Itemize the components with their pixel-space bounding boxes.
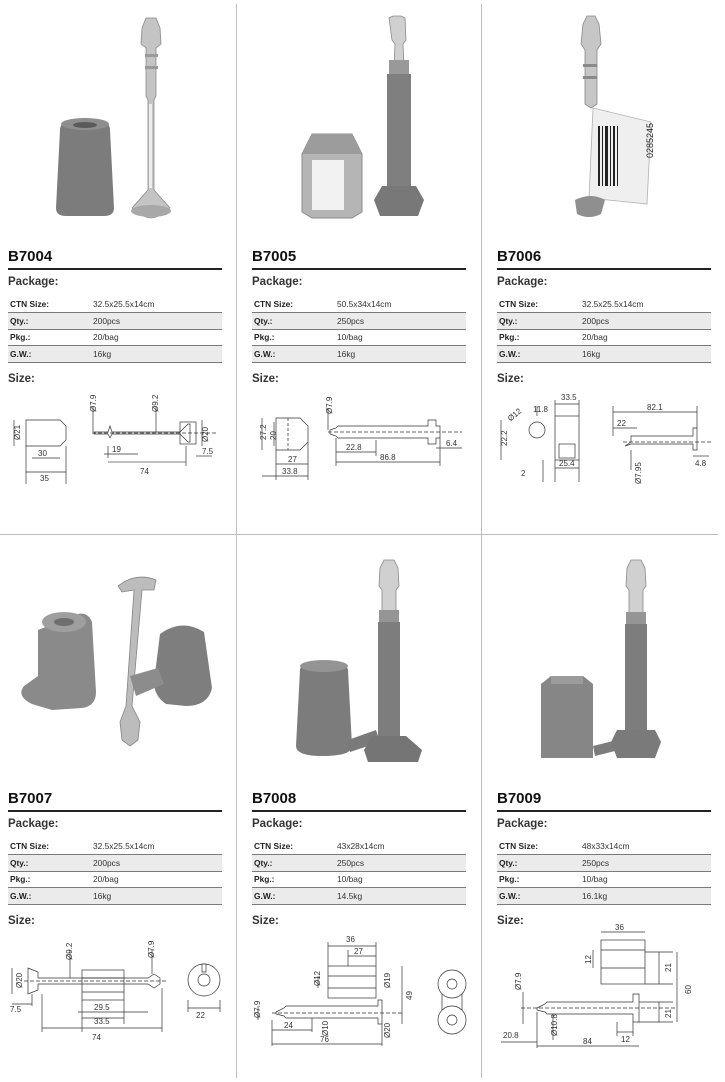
dim-label: Ø7.9 (325, 396, 334, 414)
dim-label: 22 (617, 419, 626, 428)
spec-label: CTN Size: (8, 838, 91, 855)
dim-label: Ø7.9 (89, 394, 98, 412)
spec-label: CTN Size: (8, 296, 91, 313)
spec-label: G.W.: (8, 888, 91, 905)
dim-label: Ø9.2 (151, 394, 160, 412)
spec-row (497, 329, 711, 346)
spec-label: CTN Size: (497, 296, 580, 313)
spec-row (497, 313, 711, 330)
model-title: B7007 (8, 790, 222, 812)
spec-label: Qty.: (8, 855, 91, 872)
product-card-b7006[interactable] (497, 4, 725, 524)
spec-value: 32.5x25.5x14cm (91, 296, 222, 313)
dim-label: 21 (664, 963, 673, 972)
spec-value: 32.5x25.5x14cm (91, 838, 222, 855)
spec-row (497, 855, 711, 872)
spec-label: G.W.: (8, 346, 91, 363)
dim-label: 6.4 (446, 439, 458, 448)
dim-label: 19 (112, 445, 121, 454)
spec-row (252, 313, 466, 330)
dim-label: 86.8 (380, 453, 396, 462)
spec-value: 16kg (335, 346, 466, 363)
package-heading: Package: (8, 818, 59, 830)
package-heading: Package: (497, 276, 548, 288)
dim-label: Ø20 (383, 1022, 392, 1038)
dim-label: Ø20 (15, 972, 24, 988)
dimension-drawing (252, 386, 480, 506)
model-title: B7004 (8, 248, 222, 270)
dim-label: 12 (584, 955, 593, 964)
column-divider (236, 4, 237, 1078)
dimension-drawing (497, 923, 725, 1048)
package-heading: Package: (252, 276, 303, 288)
dim-label: 22 (196, 1011, 205, 1020)
spec-label: Pkg.: (252, 329, 335, 346)
product-card-b7009[interactable] (497, 546, 725, 1066)
spec-value: 16.1kg (580, 888, 711, 905)
dim-label: Ø7.9 (147, 940, 156, 958)
row-divider (0, 534, 718, 535)
product-photo (252, 546, 480, 782)
dim-label: Ø19 (383, 972, 392, 988)
spec-value: 250pcs (580, 855, 711, 872)
dim-label: 27 (288, 455, 297, 464)
dim-label: 20.8 (503, 1031, 519, 1040)
spec-row (8, 329, 222, 346)
spec-label: Pkg.: (252, 871, 335, 888)
product-photo (497, 4, 725, 240)
size-heading: Size: (8, 373, 35, 385)
spec-row (497, 888, 711, 905)
spec-label: Qty.: (497, 855, 580, 872)
spec-label: CTN Size: (252, 296, 335, 313)
model-title: B7006 (497, 248, 711, 270)
dim-label: 22.2 (500, 430, 509, 446)
spec-value: 16kg (91, 346, 222, 363)
dim-label: 27 (354, 947, 363, 956)
dim-label: 4.8 (695, 459, 707, 468)
spec-row (252, 855, 466, 872)
dim-label: Ø7.95 (634, 462, 643, 484)
size-heading: Size: (8, 915, 35, 927)
dim-label: 33.5 (94, 1017, 110, 1026)
dim-label: 22.8 (346, 443, 362, 452)
spec-value: 16kg (580, 346, 711, 363)
dim-label: 24 (284, 1021, 293, 1030)
spec-row (497, 838, 711, 855)
package-heading: Package: (8, 276, 59, 288)
spec-row (252, 838, 466, 855)
dim-label: 49 (405, 991, 414, 1000)
spec-row (497, 871, 711, 888)
spec-row (8, 888, 222, 905)
dim-label: 74 (140, 467, 149, 476)
model-title: B7008 (252, 790, 466, 812)
spec-value: 43x28x14cm (335, 838, 466, 855)
spec-row (497, 346, 711, 363)
dim-label: 30 (38, 449, 47, 458)
spec-label: G.W.: (252, 888, 335, 905)
spec-value: 20/bag (91, 871, 222, 888)
spec-label: Qty.: (8, 313, 91, 330)
spec-row (8, 313, 222, 330)
dim-label: 7.5 (202, 447, 214, 456)
spec-label: Qty.: (497, 313, 580, 330)
package-heading: Package: (252, 818, 303, 830)
product-card-b7004[interactable] (8, 4, 236, 524)
dim-label: 84 (583, 1037, 592, 1046)
dim-label: 33.5 (561, 393, 577, 402)
dim-label: Ø20 (201, 426, 210, 442)
spec-row (8, 296, 222, 313)
spec-label: G.W.: (497, 888, 580, 905)
package-spec-table (497, 838, 711, 905)
spec-value: 20/bag (91, 329, 222, 346)
size-heading: Size: (252, 373, 279, 385)
product-card-b7008[interactable] (252, 546, 480, 1066)
product-photo (8, 546, 236, 782)
spec-label: CTN Size: (497, 838, 580, 855)
dimension-drawing (8, 386, 236, 506)
spec-row (8, 855, 222, 872)
dim-label: Ø21 (13, 424, 22, 440)
dim-label: Ø10 (321, 1020, 330, 1036)
dim-label: Ø12 (313, 970, 322, 986)
spec-label: Qty.: (252, 855, 335, 872)
dim-label: 7.5 (10, 1005, 22, 1014)
dim-label: 27.2 (259, 424, 268, 440)
spec-label: G.W.: (252, 346, 335, 363)
package-heading: Package: (497, 818, 548, 830)
spec-label: Qty.: (252, 313, 335, 330)
product-card-b7005[interactable] (252, 4, 480, 524)
dim-label: 29.5 (94, 1003, 110, 1012)
spec-row (252, 296, 466, 313)
spec-value: 32.5x25.5x14cm (580, 296, 711, 313)
product-photo (252, 4, 480, 240)
product-photo (497, 546, 725, 782)
size-heading: Size: (252, 915, 279, 927)
dim-label: 76 (320, 1035, 329, 1044)
column-divider (481, 4, 482, 1078)
size-heading: Size: (497, 915, 524, 927)
dim-label: 36 (615, 923, 624, 932)
spec-value: 14.5kg (335, 888, 466, 905)
dim-label: 35 (40, 474, 49, 483)
dim-label: 11.8 (533, 405, 548, 414)
spec-row (252, 329, 466, 346)
dim-label: 12 (621, 1035, 630, 1044)
dim-label: 20 (269, 431, 278, 440)
spec-label: Pkg.: (8, 871, 91, 888)
dim-label: Ø12 (506, 406, 524, 424)
package-spec-table (8, 838, 222, 905)
dim-label: 82.1 (647, 403, 663, 412)
spec-row (497, 296, 711, 313)
spec-label: G.W.: (497, 346, 580, 363)
dimension-drawing (252, 928, 480, 1048)
dim-label: 60 (684, 985, 693, 994)
dimension-drawing (8, 928, 236, 1048)
dim-label: 25.4 (559, 459, 575, 468)
dim-label: Ø7.9 (514, 972, 523, 990)
package-spec-table (252, 296, 466, 363)
dim-label: 36 (346, 935, 355, 944)
model-title: B7009 (497, 790, 711, 812)
spec-label: Pkg.: (8, 329, 91, 346)
spec-value: 20/bag (580, 329, 711, 346)
package-spec-table (8, 296, 222, 363)
spec-row (252, 888, 466, 905)
dim-label: 21 (664, 1009, 673, 1018)
spec-value: 50.5x34x14cm (335, 296, 466, 313)
dim-label: 2 (521, 469, 526, 478)
dim-label: Ø10.8 (550, 1014, 559, 1036)
spec-value: 48x33x14cm (580, 838, 711, 855)
spec-row (8, 838, 222, 855)
size-heading: Size: (497, 373, 524, 385)
dim-label: 74 (92, 1033, 101, 1042)
spec-row (8, 346, 222, 363)
dim-label: 33.8 (282, 467, 298, 476)
spec-label: Pkg.: (497, 871, 580, 888)
product-photo (8, 4, 236, 240)
spec-value: 16kg (91, 888, 222, 905)
package-spec-table (252, 838, 466, 905)
package-spec-table (497, 296, 711, 363)
spec-value: 250pcs (335, 855, 466, 872)
spec-label: Pkg.: (497, 329, 580, 346)
spec-value: 250pcs (335, 313, 466, 330)
model-title: B7005 (252, 248, 466, 270)
dimension-drawing (497, 386, 725, 506)
spec-value: 200pcs (91, 313, 222, 330)
dim-label: Ø7.9 (253, 1000, 262, 1018)
spec-value: 200pcs (580, 313, 711, 330)
spec-label: CTN Size: (252, 838, 335, 855)
spec-row (252, 871, 466, 888)
spec-value: 200pcs (91, 855, 222, 872)
spec-row (8, 871, 222, 888)
spec-value: 10/bag (335, 329, 466, 346)
product-card-b7007[interactable] (8, 546, 236, 1066)
spec-value: 10/bag (335, 871, 466, 888)
dim-label: Ø9.2 (65, 942, 74, 960)
spec-value: 10/bag (580, 871, 711, 888)
barcode-number: 0285245 (645, 122, 655, 158)
spec-row (252, 346, 466, 363)
